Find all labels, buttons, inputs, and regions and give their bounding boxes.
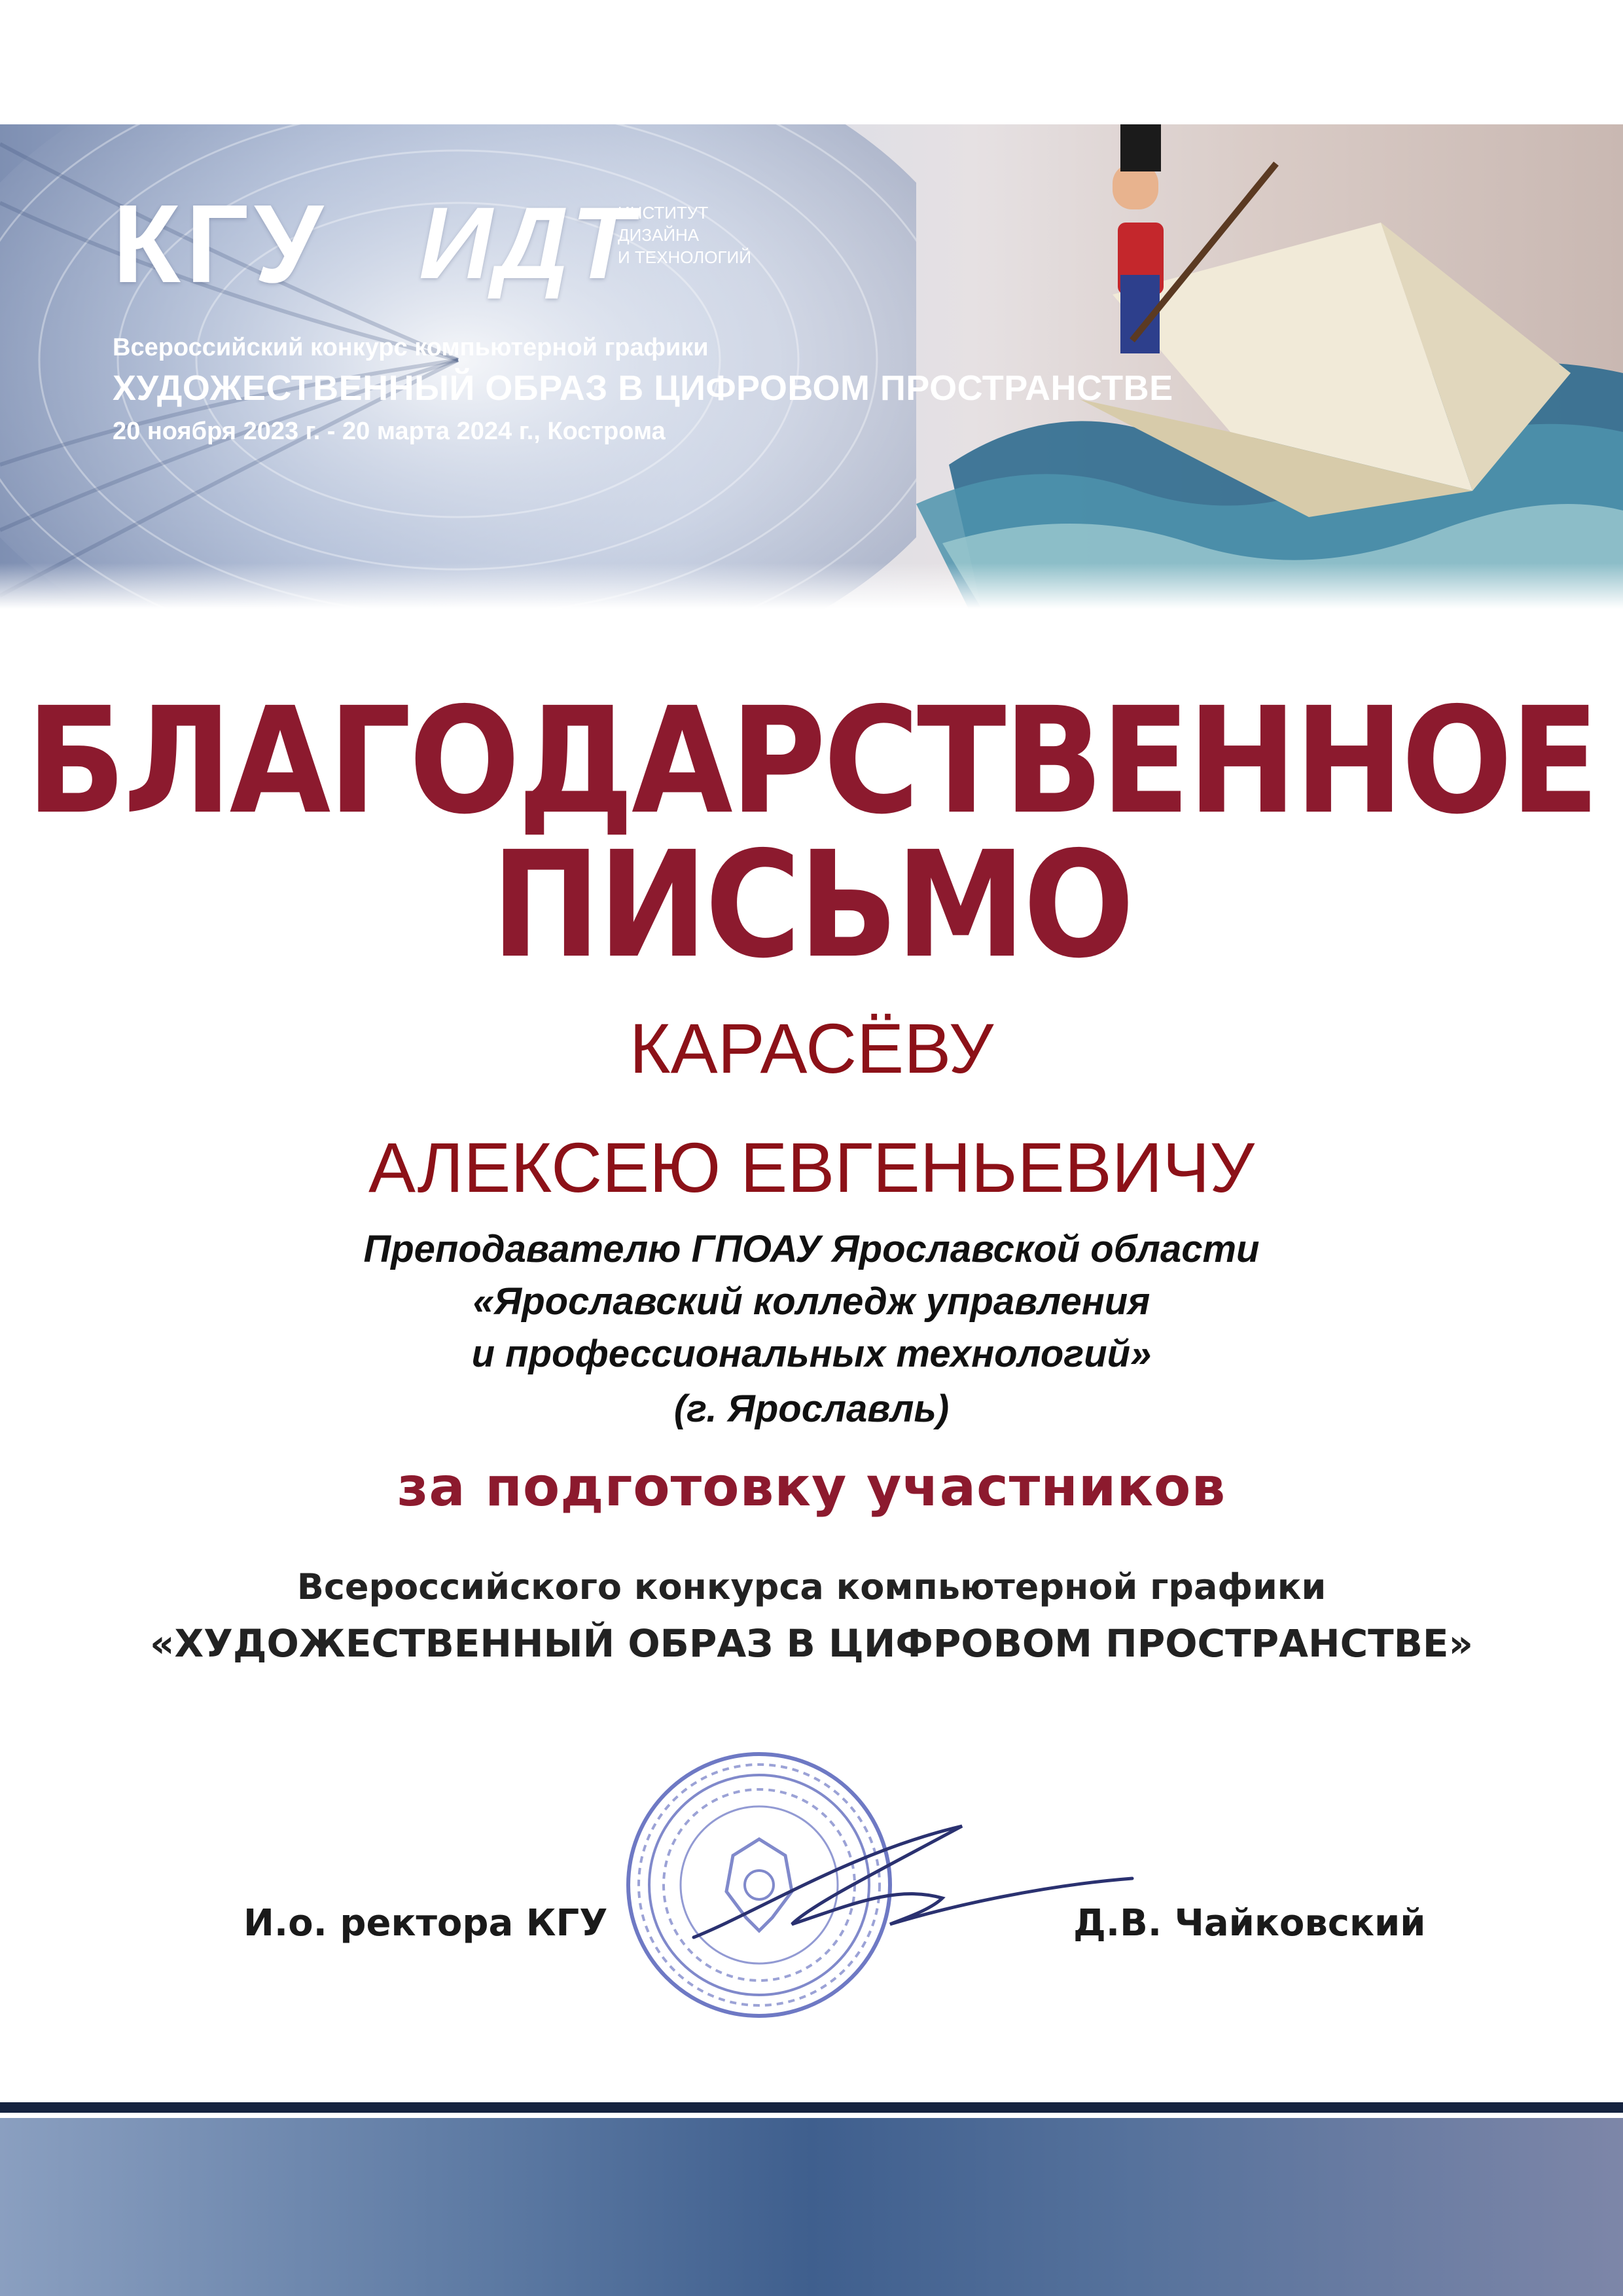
recipient-position-line: Преподавателю ГПОАУ Ярославской области	[363, 1228, 1260, 1270]
recipient-position-line: и профессиональных технологий»	[471, 1333, 1152, 1375]
recipient-position-line: «Ярославский колледж управления	[473, 1280, 1150, 1323]
recipient-name: АЛЕКСЕЮ ЕВГЕНЬЕВИЧУ	[368, 1128, 1255, 1207]
idt-logo-subtitle	[618, 202, 788, 268]
banner-contest-line: Всероссийский конкурс компьютерной графики	[113, 334, 709, 361]
signatory-name: Д.В. Чайковский	[1073, 1902, 1426, 1945]
banner-dates: 20 ноября 2023 г. - 20 марта 2024 г., Кострома	[113, 418, 666, 445]
idt-logo: ИДТ	[419, 187, 637, 300]
contest-name-line-1: Всероссийского конкурса компьютерной графики	[296, 1566, 1327, 1607]
recipient-surname: КАРАСЁВУ	[629, 1009, 994, 1088]
kgu-logo: КГУ	[113, 182, 329, 306]
header-banner	[0, 124, 1623, 609]
idt-subtitle-line: И ТЕХНОЛОГИЙ	[618, 247, 751, 267]
signatory-role: И.о. ректора КГУ	[243, 1902, 608, 1945]
recipient-city: (г. Ярославль)	[673, 1388, 950, 1430]
contest-name-line-2: «ХУДОЖЕСТВЕННЫЙ ОБРАЗ В ЦИФРОВОМ ПРОСТРАНСТВЕ»	[149, 1621, 1473, 1666]
footer-divider	[0, 2102, 1623, 2113]
award-reason: за подготовку участников	[397, 1456, 1226, 1518]
banner-contest-title: ХУДОЖЕСТВЕННЫЙ ОБРАЗ В ЦИФРОВОМ ПРОСТРАНСТВЕ	[113, 368, 1173, 408]
footer-band	[0, 2118, 1623, 2296]
idt-subtitle-line: ИНСТИТУТ	[618, 203, 709, 223]
document-title-line-1: БЛАГОДАРСТВЕННОЕ	[26, 675, 1597, 847]
document-title-line-2: ПИСЬМО	[491, 819, 1132, 991]
idt-subtitle-line: ДИЗАЙНА	[618, 225, 700, 245]
handwritten-signature	[681, 1813, 1139, 1957]
